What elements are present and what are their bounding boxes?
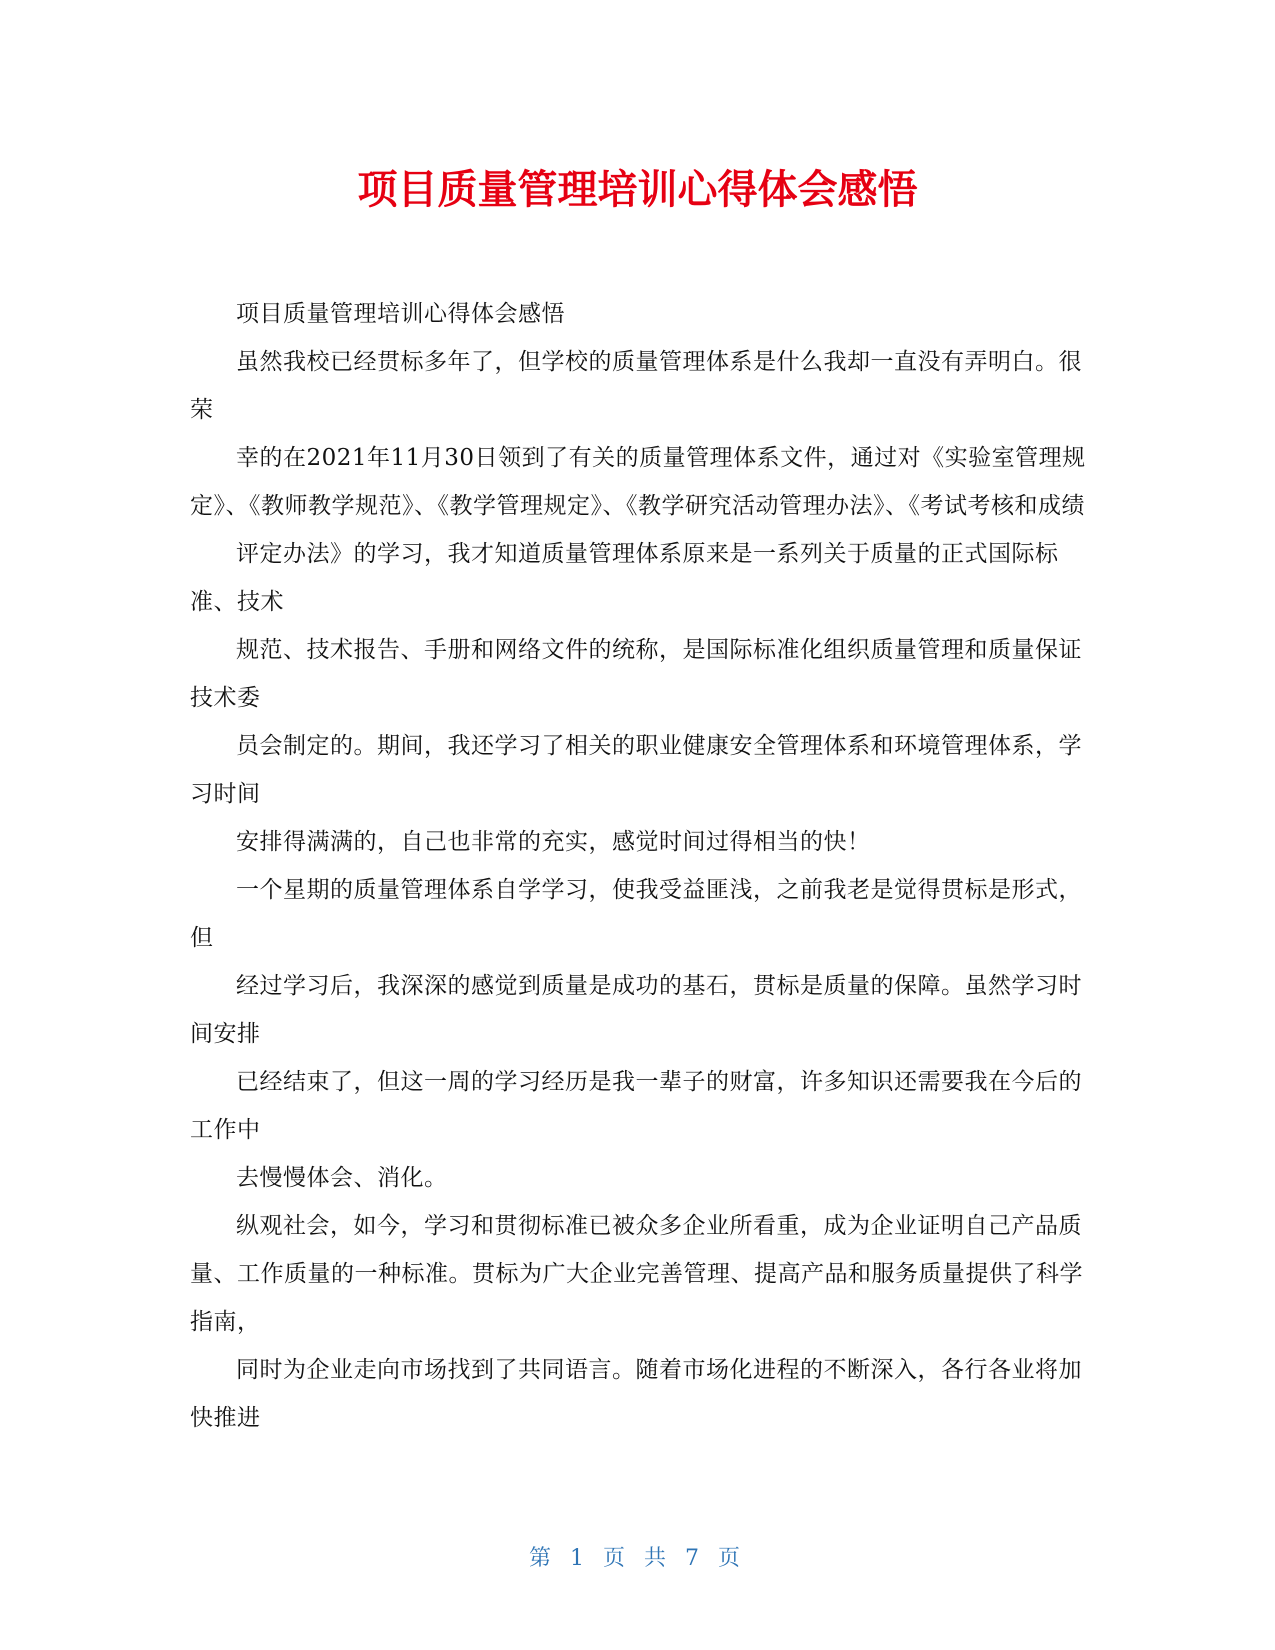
- paragraph: 去慢慢体会、消化。: [236, 1165, 448, 1191]
- paragraph: 幸的在2021年11月30日领到了有关的质量管理体系文件，通过对《实验室管理规定》、《教师教学规范》、《教学管理规定》、《教学研究活动管理办法》、《考试考核和成绩: [190, 445, 1086, 519]
- paragraph: 一个星期的质量管理体系自学学习，使我受益匪浅，之前我老是觉得贯标是形式，但: [190, 877, 1082, 951]
- document-body: [190, 290, 1090, 1442]
- paragraph: 规范、技术报告、手册和网络文件的统称，是国际标准化组织质量管理和质量保证技术委: [190, 637, 1082, 711]
- page-number-footer: 第 1 页 共 7 页: [529, 1546, 746, 1571]
- paragraph: 安排得满满的，自己也非常的充实，感觉时间过得相当的快！: [236, 829, 871, 855]
- paragraph: 虽然我校已经贯标多年了，但学校的质量管理体系是什么我却一直没有弄明白。很荣: [190, 349, 1082, 423]
- paragraph: 项目质量管理培训心得体会感悟: [236, 301, 565, 327]
- paragraph: 同时为企业走向市场找到了共同语言。随着市场化进程的不断深入，各行各业将加快推进: [190, 1357, 1082, 1431]
- paragraph: 经过学习后，我深深的感觉到质量是成功的基石，贯标是质量的保障。虽然学习时间安排: [190, 973, 1082, 1047]
- document-title: 项目质量管理培训心得体会感悟: [357, 167, 918, 213]
- paragraph: 纵观社会，如今，学习和贯彻标准已被众多企业所看重，成为企业证明自己产品质量、工作质量的一种标准。贯标为广大企业完善管理、提高产品和服务质量提供了科学指南，: [190, 1213, 1083, 1335]
- paragraph: 已经结束了，但这一周的学习经历是我一辈子的财富，许多知识还需要我在今后的工作中: [190, 1069, 1082, 1143]
- paragraph: 员会制定的。期间，我还学习了相关的职业健康安全管理体系和环境管理体系，学习时间: [190, 733, 1082, 807]
- paragraph: 评定办法》的学习，我才知道质量管理体系原来是一系列关于质量的正式国际标准、技术: [190, 541, 1059, 615]
